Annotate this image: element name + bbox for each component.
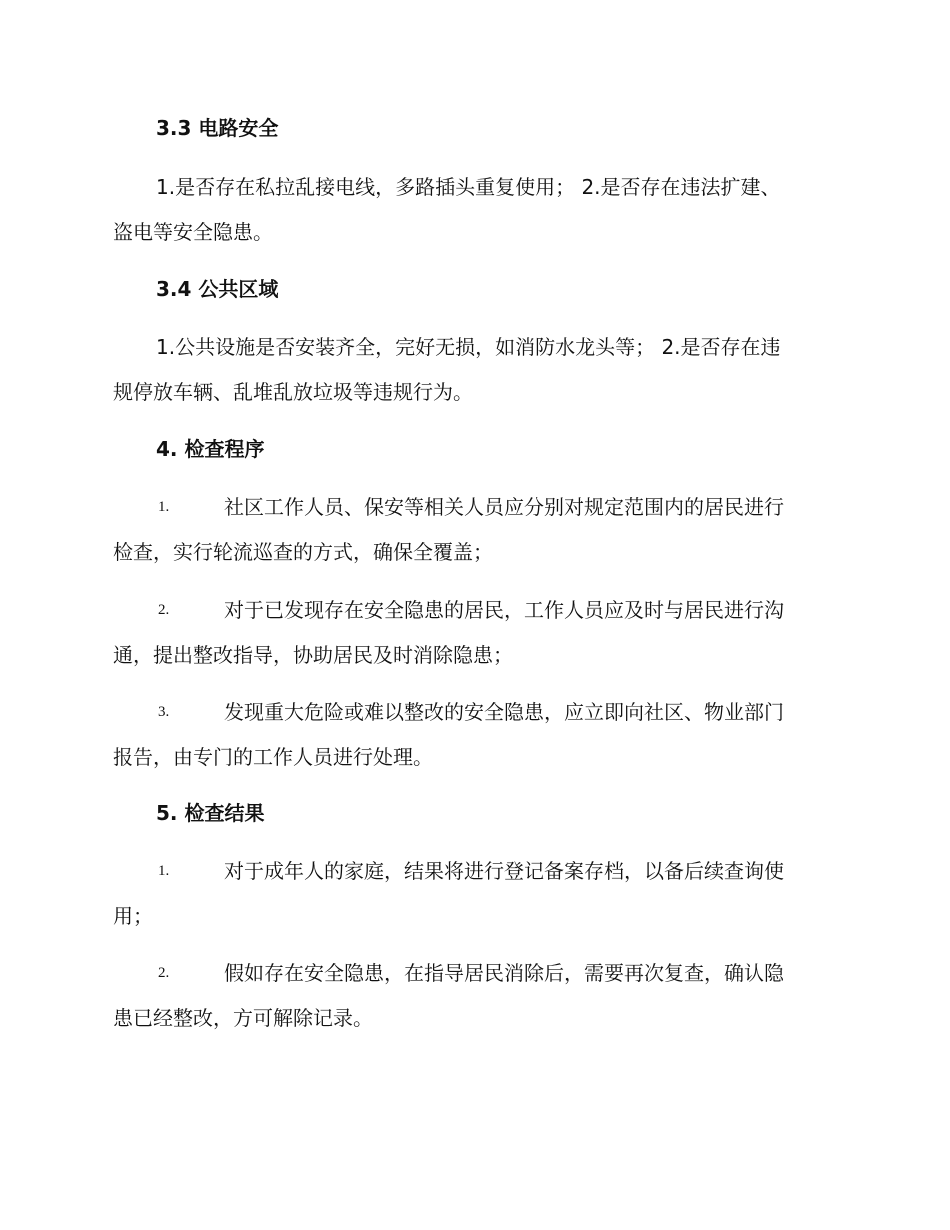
list-item-line-2: 报告，由专门的工作人员进行处理。 [113,745,433,769]
section-heading-5: 5. 检查结果 [156,801,265,825]
list-item-line-1: 假如存在安全隐患，在指导居民消除后，需要再次复查，确认隐 [224,961,784,985]
list-item-number: 1. [158,863,170,879]
list-item-line-2: 患已经整改，方可解除记录。 [113,1006,373,1030]
paragraph-3-4-line-2: 规停放车辆、乱堆乱放垃圾等违规行为。 [113,380,473,404]
section-heading-3-3: 3.3 电路安全 [156,116,279,140]
list-item-line-1: 对于成年人的家庭，结果将进行登记备案存档，以备后续查询使 [224,859,784,883]
list-item-line-1: 对于已发现存在安全隐患的居民，工作人员应及时与居民进行沟 [224,598,784,622]
section-heading-3-4: 3.4 公共区域 [156,277,279,301]
list-item-number: 2. [158,965,170,981]
list-item-line-1: 社区工作人员、保安等相关人员应分别对规定范围内的居民进行 [224,495,784,519]
list-item-number: 2. [158,602,170,618]
list-item-line-2: 检查，实行轮流巡查的方式，确保全覆盖； [113,540,493,564]
list-item-number: 1. [158,499,170,515]
list-item-line-1: 发现重大危险或难以整改的安全隐患，应立即向社区、物业部门 [224,700,784,724]
paragraph-3-3-line-2: 盗电等安全隐患。 [113,220,273,244]
list-item-number: 3. [158,704,170,720]
list-item-line-2: 用； [113,904,153,928]
paragraph-3-3-line-1: 1.是否存在私拉乱接电线，多路插头重复使用； 2.是否存在违法扩建、 [156,175,781,199]
paragraph-3-4-line-1: 1.公共设施是否安装齐全，完好无损，如消防水龙头等； 2.是否存在违 [156,335,781,359]
section-heading-4: 4. 检查程序 [156,437,265,461]
list-item-line-2: 通，提出整改指导，协助居民及时消除隐患； [113,643,513,667]
